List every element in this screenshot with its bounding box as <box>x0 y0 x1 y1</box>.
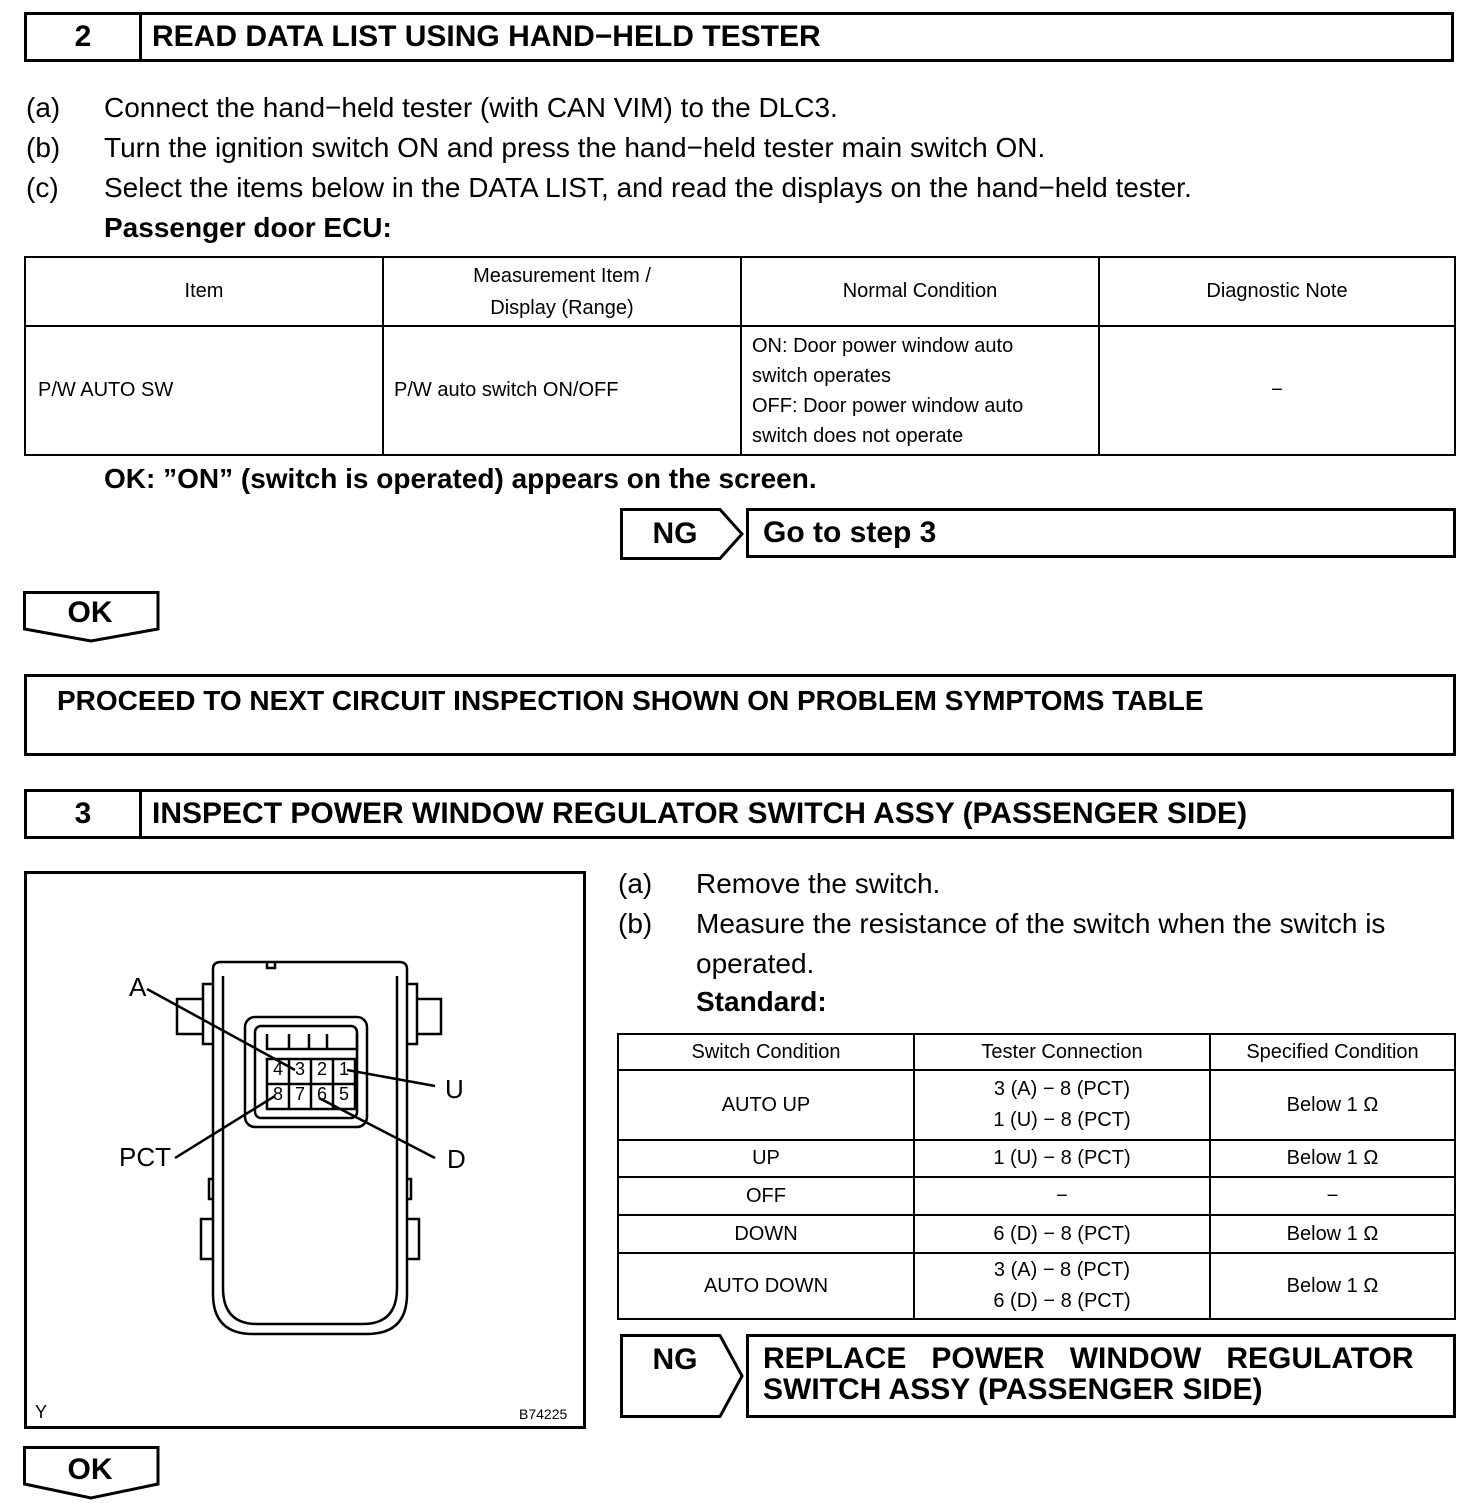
table-row: DOWN 6 (D) − 8 (PCT) Below 1 Ω <box>618 1215 1455 1253</box>
ng-result-box: Go to step 3 <box>746 508 1456 558</box>
subheading: Passenger door ECU: <box>104 212 392 243</box>
header-specified-condition: Specified Condition <box>1210 1034 1455 1070</box>
table-row: UP 1 (U) − 8 (PCT) Below 1 Ω <box>618 1140 1455 1177</box>
connector-figure <box>24 871 586 1429</box>
label-u: U <box>445 1074 464 1104</box>
step-title: INSPECT POWER WINDOW REGULATOR SWITCH ASSY (PASSENGER SIDE) <box>152 797 1248 830</box>
step2-header <box>24 12 1454 62</box>
data-list-table <box>24 256 1456 456</box>
label-pct: PCT <box>119 1142 171 1172</box>
ng-result-line1: REPLACE POWER WINDOW REGULATOR <box>763 1342 1414 1375</box>
header-measurement: Measurement Item / Display (Range) <box>383 257 741 326</box>
instruction-label: (a) <box>26 92 61 123</box>
header-tester-connection: Tester Connection <box>914 1034 1210 1070</box>
step3-header <box>24 789 1454 839</box>
step-number: 2 <box>27 15 142 59</box>
standard-label: Standard: <box>696 986 827 1017</box>
switch-diagram <box>27 874 583 1426</box>
cell-normal: ON: Door power window auto switch operates OFF: Door power window auto switch does not operate <box>741 326 1099 455</box>
table-header-row <box>618 1034 1455 1070</box>
instruction-label: (c) <box>26 172 59 203</box>
pin-grid: 4 3 2 1 8 7 6 5 <box>272 1059 349 1104</box>
step-number: 3 <box>27 792 142 836</box>
table-row: OFF − − <box>618 1177 1455 1215</box>
resistance-table <box>617 1033 1456 1320</box>
label-d: D <box>447 1144 466 1174</box>
figure-code: B74225 <box>519 1406 568 1422</box>
corner-label: Y <box>35 1402 48 1422</box>
cell-measurement: P/W auto switch ON/OFF <box>383 326 741 455</box>
instruction-label: (b) <box>26 132 61 163</box>
table-row: AUTO UP 3 (A) − 8 (PCT) 1 (U) − 8 (PCT) Below 1 Ω <box>618 1070 1455 1140</box>
table-row: AUTO DOWN 3 (A) − 8 (PCT) 6 (D) − 8 (PCT) Below 1 Ω <box>618 1253 1455 1319</box>
instruction-text: Measure the resistance of the switch when the switch is <box>696 908 1386 939</box>
instruction-text: Connect the hand−held tester (with CAN VIM) to the DLC3. <box>104 92 838 123</box>
table-row <box>25 326 1455 455</box>
ok-criteria: OK: ”ON” (switch is operated) appears on the screen. <box>104 463 817 494</box>
cell-item: P/W AUTO SW <box>25 326 383 455</box>
header-note: Diagnostic Note <box>1099 257 1455 326</box>
instruction-label: (b) <box>618 908 653 939</box>
proceed-box: PROCEED TO NEXT CIRCUIT INSPECTION SHOWN ON PROBLEM SYMPTOMS TABLE <box>24 674 1456 756</box>
header-normal: Normal Condition <box>741 257 1099 326</box>
ng-label: NG <box>652 517 698 550</box>
ng-result-box <box>746 1334 1456 1418</box>
instruction-text: Select the items below in the DATA LIST, and read the displays on the hand−held tester. <box>104 172 1192 203</box>
header-item: Item <box>25 257 383 326</box>
ok-label: OK <box>67 596 113 629</box>
header-switch-condition: Switch Condition <box>618 1034 914 1070</box>
cell-note: − <box>1099 326 1455 455</box>
instruction-text: Remove the switch. <box>696 868 941 899</box>
label-a: A <box>129 972 147 1002</box>
table-header-row <box>25 257 1455 326</box>
ng-label: NG <box>652 1343 698 1376</box>
ng-result-line2: SWITCH ASSY (PASSENGER SIDE) <box>763 1373 1263 1406</box>
step-title: READ DATA LIST USING HAND−HELD TESTER <box>152 20 821 53</box>
instruction-text: Turn the ignition switch ON and press the hand−held tester main switch ON. <box>104 132 1046 163</box>
instruction-label: (a) <box>618 868 653 899</box>
instruction-b-cont: operated. <box>696 948 815 979</box>
ok-label: OK <box>67 1453 113 1486</box>
